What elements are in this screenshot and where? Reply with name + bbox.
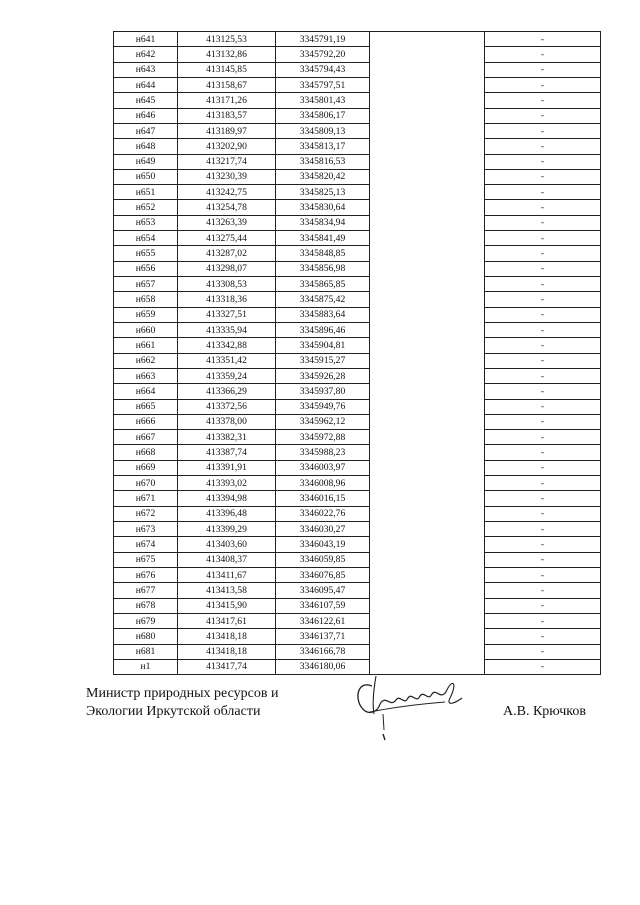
y-coordinate-cell: 3345926,28 xyxy=(276,368,370,383)
point-id-cell: н681 xyxy=(114,644,178,659)
note-cell: - xyxy=(485,460,601,475)
table-row xyxy=(114,384,601,399)
empty-merged-cell xyxy=(370,338,485,353)
point-id-cell: н669 xyxy=(114,460,178,475)
point-id-cell: н658 xyxy=(114,292,178,307)
y-coordinate-cell: 3345841,49 xyxy=(276,231,370,246)
note-cell: - xyxy=(485,506,601,521)
y-coordinate-cell: 3345816,53 xyxy=(276,154,370,169)
y-coordinate-cell: 3345820,42 xyxy=(276,169,370,184)
table-row xyxy=(114,185,601,200)
y-coordinate-cell: 3346107,59 xyxy=(276,598,370,613)
table-row xyxy=(114,644,601,659)
point-id-cell: н664 xyxy=(114,384,178,399)
x-coordinate-cell: 413125,53 xyxy=(178,32,276,47)
x-coordinate-cell: 413391,91 xyxy=(178,460,276,475)
y-coordinate-cell: 3346059,85 xyxy=(276,552,370,567)
y-coordinate-cell: 3345962,12 xyxy=(276,414,370,429)
note-cell: - xyxy=(485,368,601,383)
note-cell: - xyxy=(485,154,601,169)
x-coordinate-cell: 413145,85 xyxy=(178,62,276,77)
table-row xyxy=(114,200,601,215)
y-coordinate-cell: 3346095,47 xyxy=(276,583,370,598)
coordinates-table xyxy=(113,31,601,675)
table-row xyxy=(114,567,601,582)
empty-merged-cell xyxy=(370,567,485,582)
table-row xyxy=(114,629,601,644)
point-id-cell: н675 xyxy=(114,552,178,567)
point-id-cell: н641 xyxy=(114,32,178,47)
table-row xyxy=(114,399,601,414)
y-coordinate-cell: 3345813,17 xyxy=(276,139,370,154)
y-coordinate-cell: 3345825,13 xyxy=(276,185,370,200)
point-id-cell: н679 xyxy=(114,613,178,628)
table-row xyxy=(114,353,601,368)
handwritten-signature xyxy=(350,668,465,743)
empty-merged-cell xyxy=(370,445,485,460)
empty-merged-cell xyxy=(370,185,485,200)
table-row xyxy=(114,414,601,429)
note-cell: - xyxy=(485,629,601,644)
empty-merged-cell xyxy=(370,47,485,62)
point-id-cell: н680 xyxy=(114,629,178,644)
point-id-cell: н671 xyxy=(114,491,178,506)
y-coordinate-cell: 3345797,51 xyxy=(276,77,370,92)
point-id-cell: н670 xyxy=(114,476,178,491)
table-row xyxy=(114,77,601,92)
empty-merged-cell xyxy=(370,368,485,383)
empty-merged-cell xyxy=(370,476,485,491)
x-coordinate-cell: 413359,24 xyxy=(178,368,276,383)
empty-merged-cell xyxy=(370,460,485,475)
x-coordinate-cell: 413399,29 xyxy=(178,522,276,537)
empty-merged-cell xyxy=(370,277,485,292)
table-row xyxy=(114,583,601,598)
empty-merged-cell xyxy=(370,399,485,414)
y-coordinate-cell: 3345830,64 xyxy=(276,200,370,215)
x-coordinate-cell: 413366,29 xyxy=(178,384,276,399)
note-cell: - xyxy=(485,476,601,491)
point-id-cell: н666 xyxy=(114,414,178,429)
note-cell: - xyxy=(485,215,601,230)
note-cell: - xyxy=(485,491,601,506)
note-cell: - xyxy=(485,77,601,92)
note-cell: - xyxy=(485,261,601,276)
note-cell: - xyxy=(485,93,601,108)
point-id-cell: н668 xyxy=(114,445,178,460)
note-cell: - xyxy=(485,246,601,261)
empty-merged-cell xyxy=(370,613,485,628)
empty-merged-cell xyxy=(370,123,485,138)
note-cell: - xyxy=(485,169,601,184)
y-coordinate-cell: 3346122,61 xyxy=(276,613,370,628)
x-coordinate-cell: 413351,42 xyxy=(178,353,276,368)
note-cell: - xyxy=(485,430,601,445)
point-id-cell: н657 xyxy=(114,277,178,292)
x-coordinate-cell: 413418,18 xyxy=(178,644,276,659)
table-row xyxy=(114,108,601,123)
point-id-cell: н672 xyxy=(114,506,178,521)
point-id-cell: н650 xyxy=(114,169,178,184)
x-coordinate-cell: 413417,61 xyxy=(178,613,276,628)
y-coordinate-cell: 3345865,85 xyxy=(276,277,370,292)
point-id-cell: н645 xyxy=(114,93,178,108)
empty-merged-cell xyxy=(370,108,485,123)
point-id-cell: н667 xyxy=(114,430,178,445)
x-coordinate-cell: 413275,44 xyxy=(178,231,276,246)
y-coordinate-cell: 3345834,94 xyxy=(276,215,370,230)
note-cell: - xyxy=(485,123,601,138)
y-coordinate-cell: 3345972,88 xyxy=(276,430,370,445)
y-coordinate-cell: 3345896,46 xyxy=(276,322,370,337)
empty-merged-cell xyxy=(370,644,485,659)
table-row xyxy=(114,307,601,322)
y-coordinate-cell: 3346003,97 xyxy=(276,460,370,475)
empty-merged-cell xyxy=(370,77,485,92)
y-coordinate-cell: 3346030,27 xyxy=(276,522,370,537)
note-cell: - xyxy=(485,567,601,582)
x-coordinate-cell: 413189,97 xyxy=(178,123,276,138)
note-cell: - xyxy=(485,384,601,399)
table-row xyxy=(114,215,601,230)
table-row xyxy=(114,231,601,246)
empty-merged-cell xyxy=(370,384,485,399)
point-id-cell: н661 xyxy=(114,338,178,353)
x-coordinate-cell: 413413,58 xyxy=(178,583,276,598)
table-row xyxy=(114,154,601,169)
x-coordinate-cell: 413415,90 xyxy=(178,598,276,613)
table-row xyxy=(114,537,601,552)
y-coordinate-cell: 3346043,19 xyxy=(276,537,370,552)
note-cell: - xyxy=(485,552,601,567)
point-id-cell: н649 xyxy=(114,154,178,169)
table-row xyxy=(114,277,601,292)
empty-merged-cell xyxy=(370,32,485,47)
x-coordinate-cell: 413411,67 xyxy=(178,567,276,582)
empty-merged-cell xyxy=(370,537,485,552)
note-cell: - xyxy=(485,613,601,628)
x-coordinate-cell: 413372,56 xyxy=(178,399,276,414)
x-coordinate-cell: 413318,36 xyxy=(178,292,276,307)
y-coordinate-cell: 3346180,06 xyxy=(276,659,370,674)
y-coordinate-cell: 3345792,20 xyxy=(276,47,370,62)
y-coordinate-cell: 3345988,23 xyxy=(276,445,370,460)
empty-merged-cell xyxy=(370,292,485,307)
y-coordinate-cell: 3346008,96 xyxy=(276,476,370,491)
x-coordinate-cell: 413263,39 xyxy=(178,215,276,230)
table-row xyxy=(114,491,601,506)
y-coordinate-cell: 3346166,78 xyxy=(276,644,370,659)
y-coordinate-cell: 3345801,43 xyxy=(276,93,370,108)
empty-merged-cell xyxy=(370,583,485,598)
note-cell: - xyxy=(485,353,601,368)
x-coordinate-cell: 413335,94 xyxy=(178,322,276,337)
table-row xyxy=(114,32,601,47)
x-coordinate-cell: 413287,02 xyxy=(178,246,276,261)
note-cell: - xyxy=(485,108,601,123)
x-coordinate-cell: 413342,88 xyxy=(178,338,276,353)
x-coordinate-cell: 413230,39 xyxy=(178,169,276,184)
table-row xyxy=(114,368,601,383)
y-coordinate-cell: 3346016,15 xyxy=(276,491,370,506)
point-id-cell: н653 xyxy=(114,215,178,230)
empty-merged-cell xyxy=(370,231,485,246)
note-cell: - xyxy=(485,292,601,307)
note-cell: - xyxy=(485,414,601,429)
empty-merged-cell xyxy=(370,322,485,337)
table-row xyxy=(114,430,601,445)
x-coordinate-cell: 413183,57 xyxy=(178,108,276,123)
x-coordinate-cell: 413387,74 xyxy=(178,445,276,460)
table-row xyxy=(114,476,601,491)
point-id-cell: н1 xyxy=(114,659,178,674)
y-coordinate-cell: 3345875,42 xyxy=(276,292,370,307)
y-coordinate-cell: 3345883,64 xyxy=(276,307,370,322)
y-coordinate-cell: 3345809,13 xyxy=(276,123,370,138)
note-cell: - xyxy=(485,231,601,246)
empty-merged-cell xyxy=(370,552,485,567)
signatory-position xyxy=(86,685,278,721)
point-id-cell: н642 xyxy=(114,47,178,62)
empty-merged-cell xyxy=(370,139,485,154)
empty-merged-cell xyxy=(370,506,485,521)
point-id-cell: н673 xyxy=(114,522,178,537)
note-cell: - xyxy=(485,522,601,537)
empty-merged-cell xyxy=(370,307,485,322)
point-id-cell: н647 xyxy=(114,123,178,138)
y-coordinate-cell: 3345791,19 xyxy=(276,32,370,47)
point-id-cell: н674 xyxy=(114,537,178,552)
note-cell: - xyxy=(485,277,601,292)
x-coordinate-cell: 413308,53 xyxy=(178,277,276,292)
y-coordinate-cell: 3345915,27 xyxy=(276,353,370,368)
note-cell: - xyxy=(485,322,601,337)
point-id-cell: н662 xyxy=(114,353,178,368)
empty-merged-cell xyxy=(370,353,485,368)
empty-merged-cell xyxy=(370,62,485,77)
x-coordinate-cell: 413298,07 xyxy=(178,261,276,276)
point-id-cell: н652 xyxy=(114,200,178,215)
x-coordinate-cell: 413132,86 xyxy=(178,47,276,62)
table-row xyxy=(114,445,601,460)
empty-merged-cell xyxy=(370,598,485,613)
y-coordinate-cell: 3345848,85 xyxy=(276,246,370,261)
signer-name: А.В. Крючков xyxy=(503,704,586,719)
point-id-cell: н656 xyxy=(114,261,178,276)
point-id-cell: н654 xyxy=(114,231,178,246)
table-row xyxy=(114,460,601,475)
note-cell: - xyxy=(485,399,601,414)
note-cell: - xyxy=(485,32,601,47)
empty-merged-cell xyxy=(370,93,485,108)
note-cell: - xyxy=(485,659,601,674)
empty-merged-cell xyxy=(370,261,485,276)
y-coordinate-cell: 3345856,98 xyxy=(276,261,370,276)
table-row xyxy=(114,261,601,276)
table-row xyxy=(114,246,601,261)
x-coordinate-cell: 413382,31 xyxy=(178,430,276,445)
empty-merged-cell xyxy=(370,200,485,215)
table-row xyxy=(114,598,601,613)
point-id-cell: н678 xyxy=(114,598,178,613)
note-cell: - xyxy=(485,200,601,215)
table-row xyxy=(114,139,601,154)
coordinates-table-body xyxy=(114,32,601,675)
y-coordinate-cell: 3346137,71 xyxy=(276,629,370,644)
position-line-2: Экологии Иркутской области xyxy=(86,704,261,719)
x-coordinate-cell: 413394,98 xyxy=(178,491,276,506)
x-coordinate-cell: 413408,37 xyxy=(178,552,276,567)
note-cell: - xyxy=(485,445,601,460)
point-id-cell: н643 xyxy=(114,62,178,77)
note-cell: - xyxy=(485,598,601,613)
x-coordinate-cell: 413171,26 xyxy=(178,93,276,108)
note-cell: - xyxy=(485,62,601,77)
x-coordinate-cell: 413378,00 xyxy=(178,414,276,429)
point-id-cell: н646 xyxy=(114,108,178,123)
note-cell: - xyxy=(485,644,601,659)
y-coordinate-cell: 3345904,81 xyxy=(276,338,370,353)
y-coordinate-cell: 3345806,17 xyxy=(276,108,370,123)
point-id-cell: н648 xyxy=(114,139,178,154)
table-row xyxy=(114,47,601,62)
note-cell: - xyxy=(485,47,601,62)
point-id-cell: н676 xyxy=(114,567,178,582)
table-row xyxy=(114,522,601,537)
y-coordinate-cell: 3346076,85 xyxy=(276,567,370,582)
empty-merged-cell xyxy=(370,154,485,169)
note-cell: - xyxy=(485,139,601,154)
empty-merged-cell xyxy=(370,629,485,644)
table-row xyxy=(114,613,601,628)
note-cell: - xyxy=(485,583,601,598)
point-id-cell: н663 xyxy=(114,368,178,383)
empty-merged-cell xyxy=(370,169,485,184)
x-coordinate-cell: 413418,18 xyxy=(178,629,276,644)
point-id-cell: н665 xyxy=(114,399,178,414)
position-line-1: Министр природных ресурсов и xyxy=(86,686,279,701)
table-row xyxy=(114,93,601,108)
empty-merged-cell xyxy=(370,246,485,261)
point-id-cell: н677 xyxy=(114,583,178,598)
note-cell: - xyxy=(485,537,601,552)
empty-merged-cell xyxy=(370,491,485,506)
x-coordinate-cell: 413396,48 xyxy=(178,506,276,521)
table-row xyxy=(114,62,601,77)
empty-merged-cell xyxy=(370,430,485,445)
note-cell: - xyxy=(485,185,601,200)
x-coordinate-cell: 413403,60 xyxy=(178,537,276,552)
x-coordinate-cell: 413327,51 xyxy=(178,307,276,322)
x-coordinate-cell: 413393,02 xyxy=(178,476,276,491)
note-cell: - xyxy=(485,307,601,322)
table-row xyxy=(114,338,601,353)
point-id-cell: н659 xyxy=(114,307,178,322)
x-coordinate-cell: 413158,67 xyxy=(178,77,276,92)
table-row xyxy=(114,506,601,521)
x-coordinate-cell: 413254,78 xyxy=(178,200,276,215)
table-row xyxy=(114,123,601,138)
point-id-cell: н660 xyxy=(114,322,178,337)
table-row xyxy=(114,169,601,184)
point-id-cell: н644 xyxy=(114,77,178,92)
y-coordinate-cell: 3345949,76 xyxy=(276,399,370,414)
empty-merged-cell xyxy=(370,522,485,537)
point-id-cell: н655 xyxy=(114,246,178,261)
table-row xyxy=(114,292,601,307)
x-coordinate-cell: 413217,74 xyxy=(178,154,276,169)
x-coordinate-cell: 413202,90 xyxy=(178,139,276,154)
table-row xyxy=(114,552,601,567)
y-coordinate-cell: 3345937,80 xyxy=(276,384,370,399)
x-coordinate-cell: 413242,75 xyxy=(178,185,276,200)
y-coordinate-cell: 3346022,76 xyxy=(276,506,370,521)
empty-merged-cell xyxy=(370,215,485,230)
note-cell: - xyxy=(485,338,601,353)
table-row xyxy=(114,322,601,337)
point-id-cell: н651 xyxy=(114,185,178,200)
empty-merged-cell xyxy=(370,414,485,429)
y-coordinate-cell: 3345794,43 xyxy=(276,62,370,77)
x-coordinate-cell: 413417,74 xyxy=(178,659,276,674)
